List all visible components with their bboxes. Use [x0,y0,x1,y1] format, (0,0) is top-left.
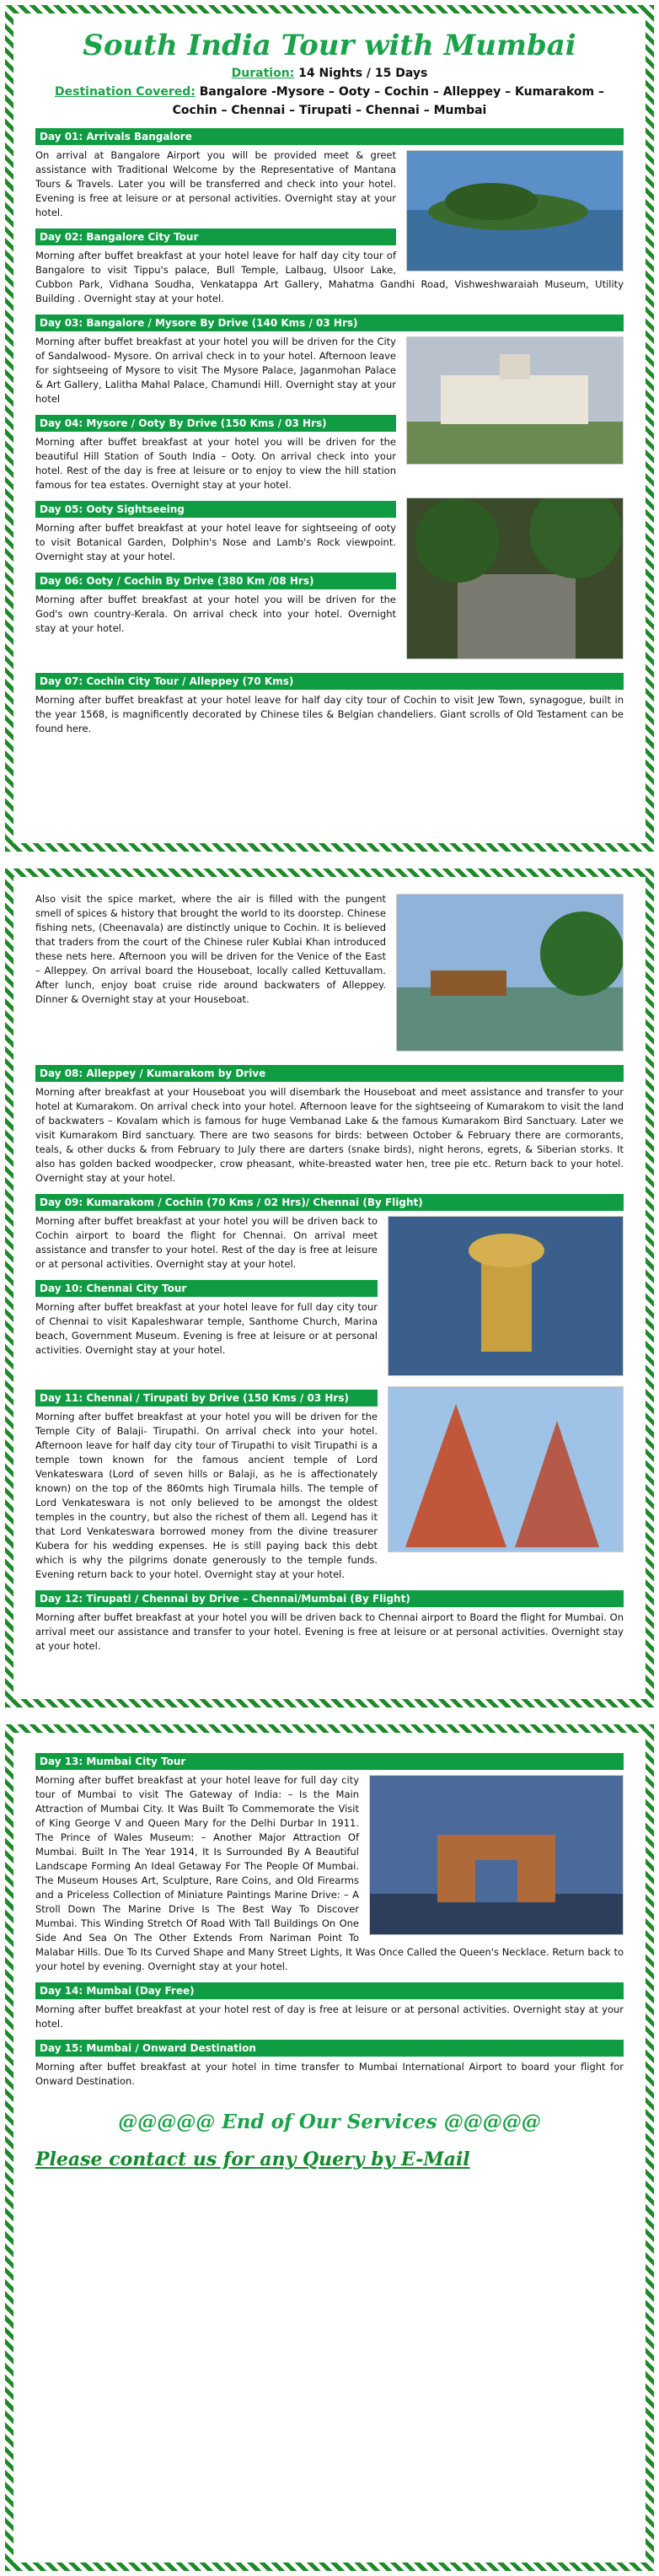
day-07-text: Morning after buffet breakfast at your hotel leave for half day city tour of Cochin to visit Jew Town, synagogue, built in the year 1568, is magnificently decorated by Chinese tiles & Belgian chandeliers. Giant scrolls of Old Testament can be found here. [35,694,624,734]
alleppey-houseboat-image [396,894,624,1051]
day-12-text: Morning after buffet breakfast at your hotel you will be driven back to Chennai airport to Board the flight for Mumbai. On arrival meet our assistance and transfer to your hotel. Evening is free at leisure or at personal activities. Overnight stay at your hotel. [35,1611,624,1652]
day-09-heading: Day 09: Kumarakom / Cochin (70 Kms / 02 Hrs)/ Chennai (By Flight) [35,1194,624,1211]
day-08-heading: Day 08: Alleppey / Kumarakom by Drive [35,1065,624,1082]
day-01-text: On arrival at Bangalore Airport you will be provided meet & greet assistance with Traditional Welcome by the Representative of Mantana Tours & Travels. Later you will be transferred and check into your hotel. Evening is free at leisure or at personal activities. Overnight stay at your hotel. [35,149,396,218]
day-11-text: Morning after buffet breakfast at your hotel you will be driven for the Temple City of Balaji- Tirupathi. On arrival check into your hotel. Afternoon leave for half day city tour of Tirupathi to visit Tirupathi is a temple town known for the famous ancient temple of Lord Venkateswara (Lord of seven hills or Balaji, as he is affectionately known) on the top of the 860mts high Tirumala hills. The temple of Lord Venkateswara is not only believed to be amongst the oldest temples in the country, but also the richest of them all. Legend has it that Lord Venkateswara borrowed money from the divine treasurer Kubera for his wedding expenses. He is still paying back this debt which is why the pilgrims donate generously to the temple funds. Evening return back to your hotel. Overnight stay at your hotel. [35,1411,378,1580]
gateway-of-india-image [369,1775,624,1935]
day-07-heading: Day 07: Cochin City Tour / Alleppey (70 Kms) [35,673,624,690]
day-13-heading: Day 13: Mumbai City Tour [35,1753,624,1770]
day-11-heading: Day 11: Chennai / Tirupati by Drive (150 Kms / 03 Hrs) [35,1390,378,1406]
chennai-temple-image [388,1216,624,1376]
page-2 [5,869,654,1707]
page-1 [5,5,654,852]
duration-label: Duration: [231,67,295,80]
day-05-heading: Day 05: Ooty Sightseeing [35,501,396,518]
destination-value: Bangalore -Mysore – Ooty – Cochin – Alleppey – Kumarakom – Cochin – Chennai – Tirupati – Chennai – Mumbai [172,85,604,117]
day-05-text: Morning after buffet breakfast at your hotel leave for sightseeing of ooty to visit Botanical Garden, Dolphin's Nose and Lamb's Rock viewpoint. Overnight stay at your hotel. [35,522,396,562]
day-08-text: Morning after breakfast at your Houseboat you will disembark the Houseboat and meet assistance and transfer to your hotel at Kumarakom. On arrival check into your hotel. Afternoon leave for the sightseeing of Kumarakom to visit the land of backwaters – Kovalam which is famous for huge Vembanad Lake & the famous Kumarakom Bird Sanctuary. Later we visit Kumarakom Bird sanctuary. There are two seasons for birds: between October & February there are cormorants, teals, & other ducks & from February to July there are darters (snake birds), night herons, egrets, & Siberian storks. It also has golden backed woodpecker, crow pheasant, white-breasted water hen, tree pie etc. Return back to your hotel. Overnight stay at your hotel. [35,1086,624,1184]
end-of-services: @@@@@ End of Our Services @@@@@ [118,2111,541,2133]
day-10-heading: Day 10: Chennai City Tour [35,1280,378,1297]
day-09-text: Morning after buffet breakfast at your hotel you will be driven back to Cochin airport to board the flight for Chennai. On arrival meet assistance and transfer to your hotel. Rest of the day is free at leisure or at personal activities. Overnight stay at your hotel. [35,1215,378,1270]
page-3 [5,1724,654,2571]
day-14-text: Morning after buffet breakfast at your hotel rest of day is free at leisure or at personal activities. Overnight stay at your hotel. [35,2003,624,2030]
day-15-heading: Day 15: Mumbai / Onward Destination [35,2040,624,2057]
duration-line [35,64,624,83]
day-02-heading: Day 02: Bangalore City Tour [35,229,396,245]
mysore-palace-image [406,336,624,465]
day-10-text: Morning after buffet breakfast at your hotel leave for full day city tour of Chennai to visit Kapaleshwarar temple, Santhome Church, Marina beach, Government Museum. Evening is free at leisure or at personal activities. Overnight stay at your hotel. [35,1301,378,1356]
day-03-text: Morning after buffet breakfast at your hotel you will be driven for the City of Sandalwood- Mysore. On arrival check in to your hotel. Afternoon leave for sightseeing of Mysore to visit The Mysore Palace, Jaganmohan Palace & Art Gallery, Lalitha Mahal Palace, Chamundi Hill. Overnight stay at your hotel [35,336,396,405]
destination-line [35,83,624,120]
day-04-heading: Day 04: Mysore / Ooty By Drive (150 Kms / 03 Hrs) [35,415,396,432]
bangalore-lake-image [406,150,624,272]
day-13-text: Morning after buffet breakfast at your hotel leave for full day city tour of Mumbai to visit The Gateway of India: – Is the Main Attraction of Mumbai City. It Was Built To Commemorate the Visit of King George V and Queen Mary for the Delhi Durbar In 1911. The Prince of Wales Museum: – Another Major Attraction Of Mumbai. Built In The Year 1914, It Is Surrounded By A Beautiful Landscape Forming An Ideal Getaway For The People Of Mumbai. The Museum Houses Art, Sculpture, Rare Coins, and Old Firearms and a Priceless Collection of Miniature Paintings Marine Drive: – A Stroll Down The Marine Drive Is The Best Way To Discover Mumbai. This Winding Stretch Of Road With Tall Buildings On One Side And Sea On The Other Extends From Nariman Point To Malabar Hills. Due To Its Curved Shape and Many Street Lights, It Was Once Called the Queen's Necklace. Return back to your hotel by evening. Overnight stay at your hotel. [35,1774,624,1972]
tirupati-gopuram-image [388,1386,624,1552]
contact-line: Please contact us for any Query by E-Mail [35,2148,470,2170]
duration-value: 14 Nights / 15 Days [298,67,428,80]
day-04-text: Morning after buffet breakfast at your hotel you will be driven for the beautiful Hill Station of South India – Ooty. On arrival check into your hotel. Rest of the day is free at leisure or to enjoy to view the hill station famous for tea estates. Overnight stay at your hotel. [35,436,396,491]
day-01-heading: Day 01: Arrivals Bangalore [35,128,624,145]
ooty-steps-image [406,497,624,659]
day-15-text: Morning after buffet breakfast at your hotel in time transfer to Mumbai International Airport to board your flight for Onward Destination. [35,2061,624,2087]
day-12-heading: Day 12: Tirupati / Chennai by Drive – Chennai/Mumbai (By Flight) [35,1590,624,1607]
day-14-heading: Day 14: Mumbai (Day Free) [35,1982,624,1999]
day-03-heading: Day 03: Bangalore / Mysore By Drive (140 Kms / 03 Hrs) [35,315,624,331]
page-title: South India Tour with Mumbai [83,29,576,62]
destination-label: Destination Covered: [55,85,196,99]
day-06-heading: Day 06: Ooty / Cochin By Drive (380 Km /08 Hrs) [35,573,396,589]
day-02-text: Morning after buffet breakfast at your hotel leave for half day city tour of Bangalore to visit Tippu's palace, Bull Temple, Lalbaug, Ulsoor Lake, Cubbon Park, Vidhana Soudha, Venkatappa Art Gallery, Mahatma Gandhi Road, Vishweshwaraiah Museum, Utility Building . Overnight stay at your hotel. [35,250,624,304]
day-07-text-continued: Also visit the spice market, where the air is filled with the pungent smell of spices & history that brought the world to its doorstep. Chinese fishing nets, (Cheenavala) are distinctly unique to Cochin. It is believed that traders from the court of the Chinese ruler Kublai Khan introduced these nets here. Afternoon you will be driven for the Venice of the East – Alleppey. On arrival board the Houseboat, locally called Kettuvallam. After lunch, enjoy boat cruise ride around backwaters of Alleppey. Dinner & Overnight stay at your Houseboat. [35,893,386,1005]
day-06-text: Morning after buffet breakfast at your hotel you will be driven for the God's own country-Kerala. On arrival check into your hotel. Overnight stay at your hotel. [35,594,396,634]
